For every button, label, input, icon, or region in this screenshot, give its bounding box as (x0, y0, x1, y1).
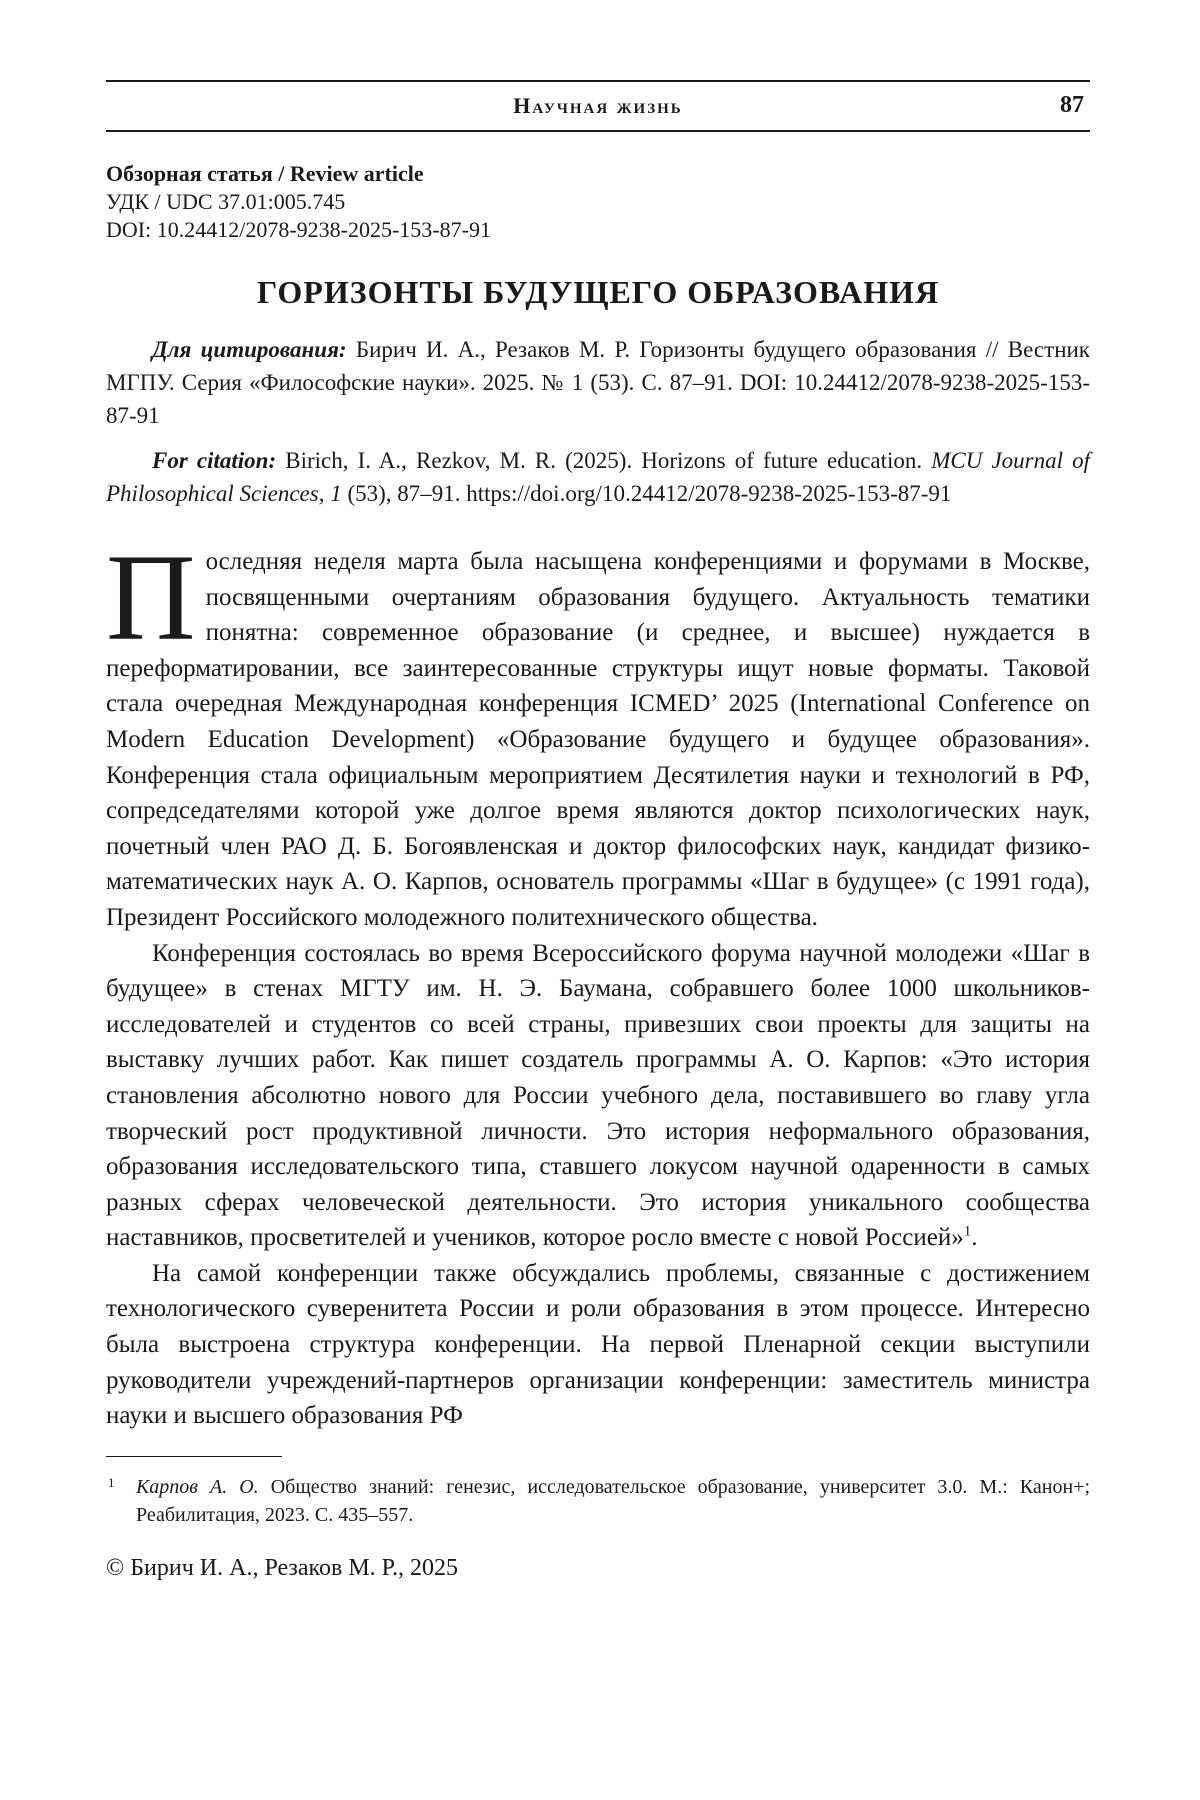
doi: DOI: 10.24412/2078-9238-2025-153-87-91 (106, 217, 491, 242)
article-title: ГОРИЗОНТЫ БУДУЩЕГО ОБРАЗОВАНИЯ (256, 274, 940, 310)
footnote-mark: 1 (108, 1474, 115, 1490)
citation-ru-text: Бирич И. А., Резаков М. Р. Горизонты будущего образования // Вестник МГПУ. Серия «Философские науки». 2025. № 1 (53). С. 87–91. DOI: 10.24412/2078-9238-2025-153-87-91 (106, 337, 1090, 428)
article-body (106, 529, 1090, 1434)
citation-en-journal: MCU Journal of Philosophical Sciences, 1 (106, 448, 1090, 506)
citation-en-label: For citation: (152, 448, 277, 473)
citation-en-text-end: (53), 87–91. https://doi.org/10.24412/2078-9238-2025-153-87-91 (341, 481, 952, 506)
paragraph-2-text: Конференция состоялась во время Всероссийского форума научной молодежи «Шаг в будущее» в стенах МГТУ им. Н. Э. Баумана, собравшего более 1000 школьников-исследователей и студентов со всей страны, привезших свои проекты для защиты на выставку лучших работ. Как пишет создатель программы А. О. Карпов: «Это история становления абсолютно нового для России учебного дела, поставившего во главу угла творческий рост продуктивной личности. Это история неформального образования, образования исследовательского типа, ставшего локусом научной одаренности в самых разных сферах человеческой деятельности. Это история уникального сообщества наставников, просветителей и учеников, которое росло вместе с новой Россией» (106, 939, 1090, 1252)
paragraph-3-text: На самой конференции также обсуждались проблемы, связанные с достижением технологического суверенитета России и роли образования в этом процессе. Интересно была выстроена структура конференции. На первой Пленарной секции выступили руководители учреждений-партнеров организации конференции: заместитель министра науки и высшего образования РФ (106, 1259, 1090, 1430)
footnote (106, 1473, 1090, 1529)
footnote-reference: 1 (963, 1223, 972, 1240)
journal-page (106, 80, 1090, 1582)
article-meta (106, 160, 1090, 244)
citation-en (106, 444, 1090, 510)
footnote-author: Карпов А. О. (136, 1475, 259, 1498)
paragraph-2 (106, 936, 1090, 1256)
section-title: Научная жизнь (513, 93, 683, 118)
citation-ru-label: Для цитирования: (152, 337, 347, 362)
copyright: © Бирич И. А., Резаков М. Р., 2025 (106, 1554, 459, 1581)
footnote-text: Общество знаний: генезис, исследовательское образование, университет 3.0. М.: Канон+; Реабилитация, 2023. С. 435–557. (136, 1475, 1090, 1526)
running-header (106, 80, 1090, 132)
page-number: 87 (1060, 92, 1084, 118)
paragraph-3 (106, 1256, 1090, 1434)
drop-cap: П (106, 529, 196, 666)
paragraph-1 (106, 529, 1090, 936)
paragraph-1-text: оследняя неделя марта была насыщена конференциями и форумами в Москве, посвященными очертаниям образования будущего. Актуальность тематики понятна: современное образование (и среднее, и высшее) нуждается в переформатировании, все заинтересованные структуры ищут новые форматы. Таковой стала очередная Международная конференция ICMED’ 2025 (International Conference on Modern Education Development) «Образование будущего и будущее образования». Конференция стала официальным мероприятием Десятилетия науки и технологий в РФ, сопредседателями которой уже долгое время являются доктор психологических наук, почетный член РАО Д. Б. Богоявленская и доктор философских наук, кандидат физико-математических наук А. О. Карпов, основатель программы «Шаг в будущее» (с 1991 года), Президент Российского молодежного политехнического общества. (106, 548, 1090, 931)
footnote-divider (106, 1456, 282, 1457)
citation-ru (106, 333, 1090, 432)
article-type: Обзорная статья / Review article (106, 161, 424, 186)
paragraph-2-end: . (971, 1224, 978, 1252)
udc-code: УДК / UDC 37.01:005.745 (106, 189, 346, 214)
citation-en-text: Birich, I. A., Rezkov, M. R. (2025). Horizons of future education. (276, 448, 932, 473)
